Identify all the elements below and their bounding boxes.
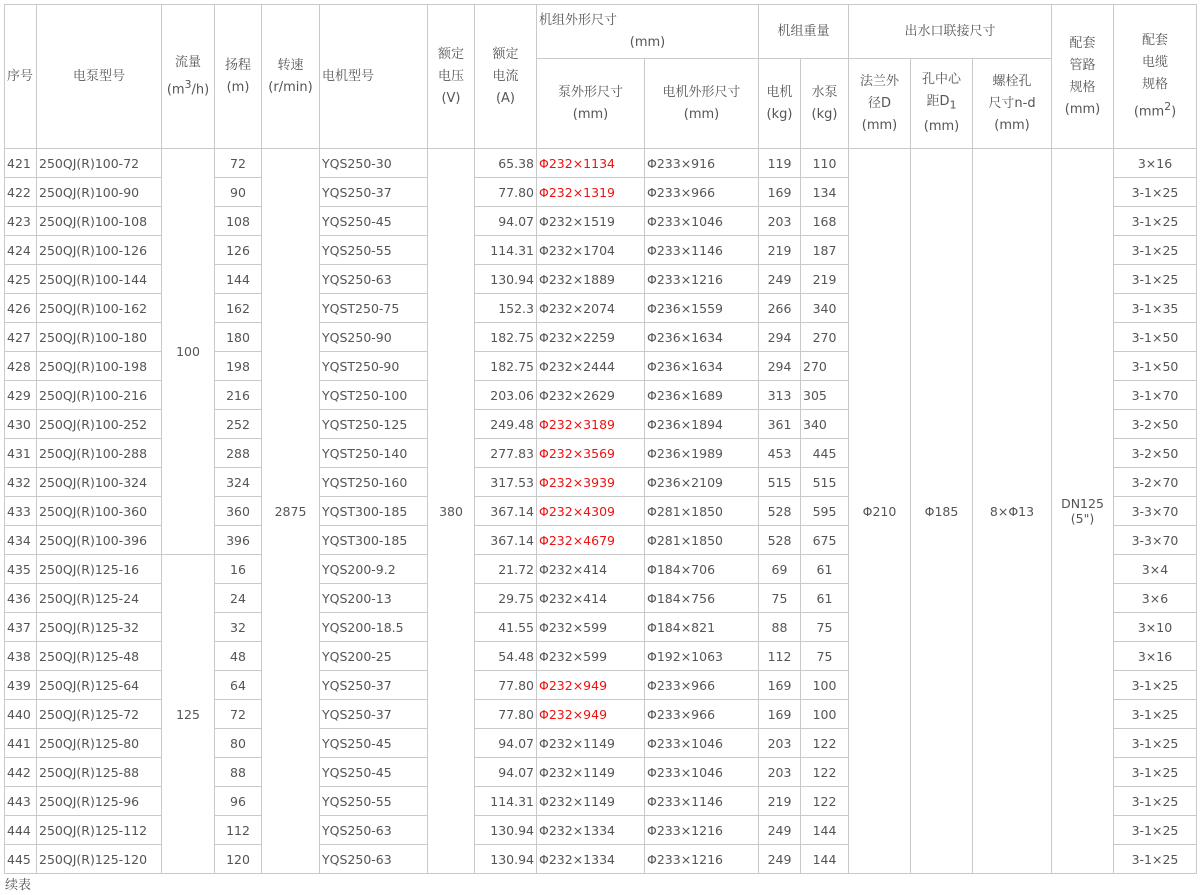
cell-pump-model: 250QJ(R)125-72 — [37, 700, 162, 729]
cell-pump-model: 250QJ(R)125-48 — [37, 642, 162, 671]
cell-seq: 423 — [5, 207, 37, 236]
cell-motor-weight: 249 — [759, 816, 801, 845]
cell-seq: 431 — [5, 439, 37, 468]
cell-motor-outline: Φ281×1850 — [645, 497, 759, 526]
cell-motor-weight: 203 — [759, 729, 801, 758]
cell-pump-outline: Φ232×599 — [537, 613, 645, 642]
cell-current: 317.53 — [475, 468, 537, 497]
header-flange-diameter: 法兰外 径D (mm) — [849, 59, 911, 149]
cell-motor-outline: Φ184×706 — [645, 555, 759, 584]
cell-seq: 425 — [5, 265, 37, 294]
cell-motor-weight: 294 — [759, 352, 801, 381]
cell-current: 114.31 — [475, 236, 537, 265]
cell-pump-model: 250QJ(R)125-96 — [37, 787, 162, 816]
cell-pump-outline: Φ232×1519 — [537, 207, 645, 236]
cell-pump-outline: Φ232×1889 — [537, 265, 645, 294]
cell-cable-spec: 3-1×25 — [1114, 758, 1197, 787]
table-row — [5, 149, 1197, 178]
cell-head: 24 — [215, 584, 262, 613]
cell-pump-weight: 675 — [801, 526, 849, 555]
cell-pump-model: 250QJ(R)125-64 — [37, 671, 162, 700]
cell-motor-model: YQS250-45 — [320, 758, 428, 787]
cell-seq: 437 — [5, 613, 37, 642]
cell-cable-spec: 3-2×50 — [1114, 439, 1197, 468]
cell-cable-spec: 3×6 — [1114, 584, 1197, 613]
cell-cable-spec: 3-1×25 — [1114, 787, 1197, 816]
cell-seq: 421 — [5, 149, 37, 178]
cell-head: 32 — [215, 613, 262, 642]
cell-pump-weight: 61 — [801, 555, 849, 584]
cell-pump-model: 250QJ(R)100-90 — [37, 178, 162, 207]
header-rated-current: 额定 电流 (A) — [475, 5, 537, 149]
cell-pump-outline: Φ232×2444 — [537, 352, 645, 381]
cell-pump-weight: 134 — [801, 178, 849, 207]
cell-motor-weight: 453 — [759, 439, 801, 468]
cell-head: 120 — [215, 845, 262, 874]
cell-head: 16 — [215, 555, 262, 584]
header-pump-outline: 泵外形尺寸 (mm) — [537, 59, 645, 149]
header-pipe-spec: 配套 管路 规格 (mm) — [1052, 5, 1114, 149]
cell-pump-model: 250QJ(R)100-324 — [37, 468, 162, 497]
cell-pump-model: 250QJ(R)125-16 — [37, 555, 162, 584]
cell-current: 21.72 — [475, 555, 537, 584]
cell-motor-outline: Φ281×1850 — [645, 526, 759, 555]
cell-pump-outline: Φ232×2629 — [537, 381, 645, 410]
cell-cable-spec: 3×16 — [1114, 642, 1197, 671]
cell-current: 152.3 — [475, 294, 537, 323]
cell-head: 216 — [215, 381, 262, 410]
spec-table-body — [5, 149, 1197, 874]
cell-motor-model: YQS200-13 — [320, 584, 428, 613]
cell-pump-weight: 305 — [801, 381, 849, 410]
cell-cable-spec: 3-3×70 — [1114, 497, 1197, 526]
cell-pump-model: 250QJ(R)100-144 — [37, 265, 162, 294]
cell-seq: 445 — [5, 845, 37, 874]
cell-motor-model: YQST250-100 — [320, 381, 428, 410]
cell-motor-weight: 313 — [759, 381, 801, 410]
cell-cable-spec: 3-2×70 — [1114, 468, 1197, 497]
cell-pump-weight: 595 — [801, 497, 849, 526]
cell-voltage: 380 — [428, 149, 475, 874]
cell-motor-outline: Φ236×1559 — [645, 294, 759, 323]
cell-cable-spec: 3×10 — [1114, 613, 1197, 642]
header-head: 扬程 (m) — [215, 5, 262, 149]
cell-current: 182.75 — [475, 323, 537, 352]
cell-head: 72 — [215, 149, 262, 178]
cell-pump-outline: Φ232×1134 — [537, 149, 645, 178]
cell-head: 126 — [215, 236, 262, 265]
cell-pump-outline: Φ232×2074 — [537, 294, 645, 323]
cell-motor-model: YQST250-75 — [320, 294, 428, 323]
cell-motor-model: YQST300-185 — [320, 497, 428, 526]
cell-motor-weight: 169 — [759, 700, 801, 729]
cell-pump-weight: 144 — [801, 816, 849, 845]
cell-cable-spec: 3-1×50 — [1114, 323, 1197, 352]
cell-pump-weight: 270 — [801, 352, 849, 381]
cell-pump-weight: 340 — [801, 410, 849, 439]
cell-current: 114.31 — [475, 787, 537, 816]
cell-current: 77.80 — [475, 671, 537, 700]
cell-head: 198 — [215, 352, 262, 381]
cell-motor-weight: 249 — [759, 845, 801, 874]
header-motor-outline: 电机外形尺寸 (mm) — [645, 59, 759, 149]
cell-current: 94.07 — [475, 207, 537, 236]
cell-pump-outline: Φ232×4309 — [537, 497, 645, 526]
cell-seq: 430 — [5, 410, 37, 439]
cell-current: 277.83 — [475, 439, 537, 468]
cell-pump-weight: 515 — [801, 468, 849, 497]
cell-cable-spec: 3-1×70 — [1114, 381, 1197, 410]
cell-head: 96 — [215, 787, 262, 816]
cell-cable-spec: 3×16 — [1114, 149, 1197, 178]
cell-motor-model: YQST250-90 — [320, 352, 428, 381]
cell-current: 367.14 — [475, 526, 537, 555]
cell-pump-model: 250QJ(R)100-216 — [37, 381, 162, 410]
cell-pump-outline: Φ232×3569 — [537, 439, 645, 468]
cell-motor-outline: Φ233×1046 — [645, 729, 759, 758]
cell-motor-weight: 75 — [759, 584, 801, 613]
cell-cable-spec: 3-1×25 — [1114, 178, 1197, 207]
cell-pump-model: 250QJ(R)100-108 — [37, 207, 162, 236]
cell-pump-outline: Φ232×1149 — [537, 729, 645, 758]
cell-current: 130.94 — [475, 845, 537, 874]
cell-pump-outline: Φ232×1149 — [537, 758, 645, 787]
cell-pump-weight: 187 — [801, 236, 849, 265]
cell-head: 288 — [215, 439, 262, 468]
cell-seq: 424 — [5, 236, 37, 265]
cell-head: 324 — [215, 468, 262, 497]
cell-current: 77.80 — [475, 178, 537, 207]
cell-pump-model: 250QJ(R)125-112 — [37, 816, 162, 845]
cell-current: 29.75 — [475, 584, 537, 613]
header-hole-center: 孔中心 距$D_1$ (mm) — [911, 59, 973, 149]
cell-seq: 438 — [5, 642, 37, 671]
cell-pump-outline: Φ232×4679 — [537, 526, 645, 555]
cell-pump-weight: 219 — [801, 265, 849, 294]
cell-motor-model: YQS250-37 — [320, 700, 428, 729]
cell-current: 94.07 — [475, 729, 537, 758]
cell-cable-spec: 3-1×25 — [1114, 729, 1197, 758]
cell-hole-center: Φ185 — [911, 149, 973, 874]
cell-pump-model: 250QJ(R)125-32 — [37, 613, 162, 642]
pipe-spec-size: DN125 — [1061, 496, 1104, 511]
cell-pump-model: 250QJ(R)100-198 — [37, 352, 162, 381]
cell-pump-weight: 110 — [801, 149, 849, 178]
cell-pump-model: 250QJ(R)125-88 — [37, 758, 162, 787]
header-outline-dims: 机组外形尺寸 (mm) — [537, 5, 759, 59]
cell-flange-diameter: Φ210 — [849, 149, 911, 874]
cell-current: 203.06 — [475, 381, 537, 410]
cell-motor-weight: 69 — [759, 555, 801, 584]
cell-motor-outline: Φ233×1046 — [645, 758, 759, 787]
cell-cable-spec: 3-1×50 — [1114, 352, 1197, 381]
cell-motor-outline: Φ236×1989 — [645, 439, 759, 468]
cell-motor-outline: Φ233×1216 — [645, 816, 759, 845]
cell-current: 65.38 — [475, 149, 537, 178]
cell-current: 130.94 — [475, 816, 537, 845]
cell-motor-model: YQST250-125 — [320, 410, 428, 439]
cell-pump-weight: 168 — [801, 207, 849, 236]
pump-spec-table — [4, 4, 1197, 874]
header-seq: 序号 — [5, 5, 37, 149]
cell-motor-weight: 88 — [759, 613, 801, 642]
cell-motor-model: YQS250-37 — [320, 671, 428, 700]
cell-pump-model: 250QJ(R)100-288 — [37, 439, 162, 468]
cell-seq: 429 — [5, 381, 37, 410]
cell-pump-outline: Φ232×1334 — [537, 816, 645, 845]
cell-head: 64 — [215, 671, 262, 700]
cell-motor-model: YQS250-90 — [320, 323, 428, 352]
cell-motor-outline: Φ184×756 — [645, 584, 759, 613]
cell-pump-model: 250QJ(R)100-126 — [37, 236, 162, 265]
cell-motor-outline: Φ233×966 — [645, 178, 759, 207]
cell-motor-weight: 528 — [759, 526, 801, 555]
cell-seq: 434 — [5, 526, 37, 555]
cell-current: 54.48 — [475, 642, 537, 671]
cell-motor-outline: Φ233×1146 — [645, 787, 759, 816]
cell-seq: 433 — [5, 497, 37, 526]
cell-head: 396 — [215, 526, 262, 555]
cell-head: 108 — [215, 207, 262, 236]
pipe-spec-inch: (5") — [1070, 511, 1095, 526]
cell-cable-spec: 3×4 — [1114, 555, 1197, 584]
cell-pump-outline: Φ232×1149 — [537, 787, 645, 816]
cell-pump-weight: 270 — [801, 323, 849, 352]
cell-motor-outline: Φ236×1634 — [645, 323, 759, 352]
cell-motor-outline: Φ233×1216 — [645, 845, 759, 874]
cell-pump-weight: 144 — [801, 845, 849, 874]
cell-pump-outline: Φ232×2259 — [537, 323, 645, 352]
cell-motor-weight: 361 — [759, 410, 801, 439]
cell-current: 130.94 — [475, 265, 537, 294]
cell-motor-weight: 203 — [759, 758, 801, 787]
cell-head: 72 — [215, 700, 262, 729]
cell-current: 77.80 — [475, 700, 537, 729]
cell-motor-model: YQS250-55 — [320, 236, 428, 265]
cell-motor-weight: 266 — [759, 294, 801, 323]
cell-pump-outline: Φ232×1704 — [537, 236, 645, 265]
cell-head: 80 — [215, 729, 262, 758]
cell-head: 360 — [215, 497, 262, 526]
cell-motor-outline: Φ236×1894 — [645, 410, 759, 439]
cell-motor-weight: 169 — [759, 671, 801, 700]
cell-pump-outline: Φ232×3189 — [537, 410, 645, 439]
cell-cable-spec: 3-1×25 — [1114, 816, 1197, 845]
cell-pump-weight: 122 — [801, 787, 849, 816]
spec-table-container — [4, 4, 1197, 874]
cell-cable-spec: 3-1×25 — [1114, 236, 1197, 265]
cell-head: 112 — [215, 816, 262, 845]
cell-current: 182.75 — [475, 352, 537, 381]
cell-motor-outline: Φ236×1689 — [645, 381, 759, 410]
cell-motor-model: YQS250-45 — [320, 729, 428, 758]
header-pump-weight: 水泵 (kg) — [801, 59, 849, 149]
cell-pump-weight: 75 — [801, 642, 849, 671]
header-rated-voltage: 额定 电压 (V) — [428, 5, 475, 149]
cell-flow-125: 125 — [162, 555, 215, 874]
cell-motor-model: YQST250-160 — [320, 468, 428, 497]
cell-current: 41.55 — [475, 613, 537, 642]
cell-speed: 2875 — [262, 149, 320, 874]
cell-cable-spec: 3-1×25 — [1114, 671, 1197, 700]
cell-motor-outline: Φ233×966 — [645, 700, 759, 729]
cell-seq: 435 — [5, 555, 37, 584]
cell-pump-model: 250QJ(R)100-396 — [37, 526, 162, 555]
cell-current: 249.48 — [475, 410, 537, 439]
continued-note: 续表 — [5, 878, 32, 893]
cell-flow-100: 100 — [162, 149, 215, 555]
cell-seq: 442 — [5, 758, 37, 787]
cell-head: 48 — [215, 642, 262, 671]
cell-motor-outline: Φ233×1216 — [645, 265, 759, 294]
cell-pump-outline: Φ232×414 — [537, 584, 645, 613]
cell-motor-outline: Φ233×916 — [645, 149, 759, 178]
cell-motor-model: YQS250-30 — [320, 149, 428, 178]
cell-pump-weight: 75 — [801, 613, 849, 642]
cell-current: 367.14 — [475, 497, 537, 526]
cell-seq: 439 — [5, 671, 37, 700]
cell-motor-model: YQS250-63 — [320, 816, 428, 845]
cell-seq: 443 — [5, 787, 37, 816]
header-outlet-dims: 出水口联接尺寸 — [849, 5, 1052, 59]
cell-cable-spec: 3-1×25 — [1114, 265, 1197, 294]
cell-pump-model: 250QJ(R)100-180 — [37, 323, 162, 352]
cell-motor-model: YQS250-63 — [320, 265, 428, 294]
cell-pump-model: 250QJ(R)100-72 — [37, 149, 162, 178]
cell-motor-weight: 528 — [759, 497, 801, 526]
cell-motor-weight: 119 — [759, 149, 801, 178]
cell-motor-model: YQST300-185 — [320, 526, 428, 555]
cell-motor-model: YQS250-45 — [320, 207, 428, 236]
cell-seq: 436 — [5, 584, 37, 613]
header-bolt-hole: 螺栓孔 尺寸n-d (mm) — [973, 59, 1052, 149]
cell-pump-weight: 340 — [801, 294, 849, 323]
header-speed: 转速 (r/min) — [262, 5, 320, 149]
cell-seq: 432 — [5, 468, 37, 497]
cell-motor-model: YQST250-140 — [320, 439, 428, 468]
header-flow: 流量 $(m^3/h)$ — [162, 5, 215, 149]
cell-motor-model: YQS250-37 — [320, 178, 428, 207]
cell-motor-weight: 515 — [759, 468, 801, 497]
cell-pump-outline: Φ232×3939 — [537, 468, 645, 497]
cell-motor-weight: 219 — [759, 787, 801, 816]
cell-seq: 444 — [5, 816, 37, 845]
cell-pump-model: 250QJ(R)100-162 — [37, 294, 162, 323]
cell-motor-model: YQS250-55 — [320, 787, 428, 816]
cell-pump-outline: Φ232×1319 — [537, 178, 645, 207]
cell-head: 88 — [215, 758, 262, 787]
cell-head: 162 — [215, 294, 262, 323]
cell-pump-weight: 445 — [801, 439, 849, 468]
cell-motor-outline: Φ236×1634 — [645, 352, 759, 381]
cell-cable-spec: 3-1×25 — [1114, 207, 1197, 236]
cell-pump-model: 250QJ(R)100-252 — [37, 410, 162, 439]
cell-cable-spec: 3-3×70 — [1114, 526, 1197, 555]
cell-motor-model: YQS250-63 — [320, 845, 428, 874]
cell-cable-spec: 3-1×25 — [1114, 845, 1197, 874]
cell-bolt-hole: 8×Φ13 — [973, 149, 1052, 874]
cell-pump-outline: Φ232×949 — [537, 671, 645, 700]
cell-motor-outline: Φ233×1046 — [645, 207, 759, 236]
cell-head: 180 — [215, 323, 262, 352]
cell-current: 94.07 — [475, 758, 537, 787]
cell-pump-weight: 100 — [801, 671, 849, 700]
cell-pump-weight: 100 — [801, 700, 849, 729]
cell-motor-outline: Φ236×2109 — [645, 468, 759, 497]
cell-motor-model: YQS200-25 — [320, 642, 428, 671]
cell-cable-spec: 3-1×35 — [1114, 294, 1197, 323]
header-pump-model: 电泵型号 — [37, 5, 162, 149]
cell-cable-spec: 3-1×25 — [1114, 700, 1197, 729]
cell-pump-model: 250QJ(R)100-360 — [37, 497, 162, 526]
cell-motor-weight: 294 — [759, 323, 801, 352]
header-cable-spec: 配套 电缆 规格 $(mm^2)$ — [1114, 5, 1197, 149]
cell-motor-outline: Φ233×1146 — [645, 236, 759, 265]
cell-motor-outline: Φ184×821 — [645, 613, 759, 642]
cell-motor-model: YQS200-9.2 — [320, 555, 428, 584]
cell-seq: 428 — [5, 352, 37, 381]
header-motor-weight: 电机 (kg) — [759, 59, 801, 149]
cell-motor-weight: 112 — [759, 642, 801, 671]
cell-motor-weight: 219 — [759, 236, 801, 265]
cell-cable-spec: 3-2×50 — [1114, 410, 1197, 439]
cell-pump-model: 250QJ(R)125-80 — [37, 729, 162, 758]
cell-pump-outline: Φ232×414 — [537, 555, 645, 584]
header-unit-weight: 机组重量 — [759, 5, 849, 59]
cell-motor-weight: 169 — [759, 178, 801, 207]
cell-pump-outline: Φ232×599 — [537, 642, 645, 671]
cell-motor-outline: Φ192×1063 — [645, 642, 759, 671]
cell-head: 144 — [215, 265, 262, 294]
cell-seq: 427 — [5, 323, 37, 352]
cell-seq: 426 — [5, 294, 37, 323]
cell-motor-model: YQS200-18.5 — [320, 613, 428, 642]
cell-seq: 440 — [5, 700, 37, 729]
cell-pipe-spec — [1052, 149, 1114, 874]
cell-head: 90 — [215, 178, 262, 207]
cell-pump-weight: 122 — [801, 729, 849, 758]
cell-motor-weight: 249 — [759, 265, 801, 294]
cell-pump-model: 250QJ(R)125-120 — [37, 845, 162, 874]
header-motor-model: 电机型号 — [320, 5, 428, 149]
cell-seq: 441 — [5, 729, 37, 758]
cell-motor-weight: 203 — [759, 207, 801, 236]
cell-seq: 422 — [5, 178, 37, 207]
cell-pump-outline: Φ232×1334 — [537, 845, 645, 874]
cell-pump-weight: 61 — [801, 584, 849, 613]
cell-pump-weight: 122 — [801, 758, 849, 787]
cell-pump-model: 250QJ(R)125-24 — [37, 584, 162, 613]
cell-head: 252 — [215, 410, 262, 439]
cell-pump-outline: Φ232×949 — [537, 700, 645, 729]
cell-motor-outline: Φ233×966 — [645, 671, 759, 700]
